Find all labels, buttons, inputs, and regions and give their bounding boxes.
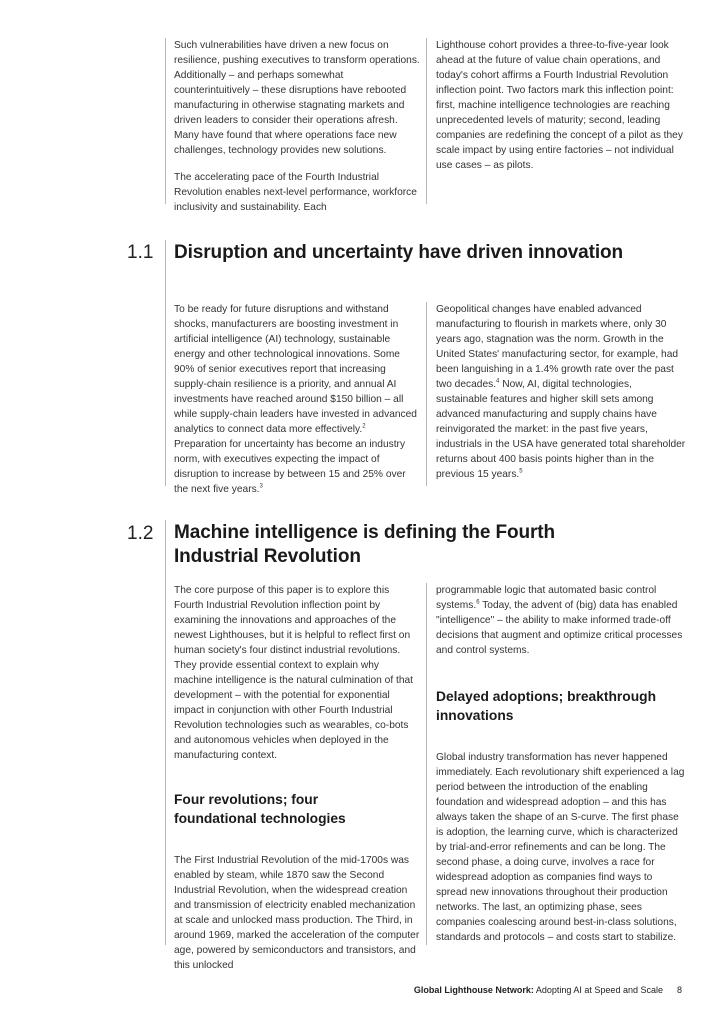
page-footer xyxy=(414,985,682,995)
column-rule xyxy=(165,38,166,204)
paragraph: The First Industrial Revolution of the mid-1700s was enabled by steam, while 1870 saw the Second Industrial Revolution, when the widespread creation and transmission of electricity enabled mechanization at scale and unlocked mass production. The Third, in around 1969, marked the acceleration of the computer age, powered by semiconductors and transistors, and this unlocked xyxy=(174,855,420,971)
subheading-line: Four revolutions; four xyxy=(174,792,319,807)
paragraph xyxy=(174,302,420,497)
section-rule xyxy=(165,520,166,945)
section-title xyxy=(174,521,674,569)
subheading-line: Delayed adoptions; breakthrough xyxy=(436,689,657,704)
column-rule xyxy=(426,583,427,945)
section-1-1-column-left xyxy=(174,302,420,497)
subheading xyxy=(436,687,686,725)
section-1-2-column-left xyxy=(174,583,420,973)
page-number: 8 xyxy=(676,985,682,995)
intro-column-left xyxy=(174,38,420,215)
section-1-2-column-right xyxy=(436,583,686,945)
subheading xyxy=(174,790,420,828)
text-run: Now, AI, digital technologies, sustainable features and higher skill sets among advanced manufacturing and supply chains have reinvigorated the market: in the past five years, industrials in the USA have generated total shareholder returns about 400 basis points higher than in the previous 15 years. xyxy=(436,379,686,480)
footnote-ref: 3 xyxy=(259,483,263,490)
paragraph xyxy=(436,583,686,658)
footer-report-name: Global Lighthouse Network: xyxy=(413,985,534,995)
subheading-line: innovations xyxy=(436,708,514,723)
footnote-ref: 2 xyxy=(362,423,366,430)
footnote-ref: 6 xyxy=(476,599,480,606)
text-run: Today, the advent of (big) data has enabled "intelligence" – the ability to make informed trade-off decisions that augment and optimize critical processes and control systems. xyxy=(436,600,683,656)
paragraph: Such vulnerabilities have driven a new focus on resilience, pushing executives to transform operations. Additionally – and perhaps somewhat counterintuitively – these disruptions have rebooted manufacturing in otherwise stagnating markets and driven leaders to consider their operations afresh. Many have found that where operations face new challenges, technology provides new solutions. xyxy=(174,40,420,156)
section-1-1-column-right xyxy=(436,302,686,482)
section-number: 1.2 xyxy=(127,523,154,544)
text-run: Preparation for uncertainty has become an industry norm, with executives expecting the impact of disruption to increase by between 15 and 25% over the next five years. xyxy=(174,439,406,495)
footnote-ref: 4 xyxy=(496,378,500,385)
section-title-line: Industrial Revolution xyxy=(174,546,361,567)
text-run: Geopolitical changes have enabled advanced manufacturing to flourish in markets where, only 30 years ago, stagnation was the norm. Growth in the United States' manufacturing sector, for example, had been languishing in a 1.4% growth rate over the past two decades. xyxy=(436,304,679,390)
paragraph: The core purpose of this paper is to explore this Fourth Industrial Revolution inflection point by examining the innovations and approaches of the newest Lighthouses, but it is helpful to reflect first on human society's four distinct industrial revolutions. They provide essential context to explain why machine intelligence is the natural culmination of that development – with the potential for exponential impact in conjunction with other Fourth Industrial Revolution technologies such as wearables, co-bots and autonomous vehicles when deployed in the manufacturing context. xyxy=(174,585,413,761)
column-rule xyxy=(426,38,427,204)
column-rule xyxy=(426,302,427,486)
section-title-line: Machine intelligence is defining the Fourth xyxy=(174,522,556,543)
text-run: To be ready for future disruptions and withstand shocks, manufacturers are boosting investment in artificial intelligence (AI) technology, sustainable energy and other technological innovations. Some 90% of senior executives report that increasing supply-chain resilience is a priority, and annual AI investments have reached around $150 billion – all while supply-chain leaders have invested in advanced analytics to connect data more effectively. xyxy=(174,304,417,435)
text-run: programmable logic that automated basic control systems. xyxy=(436,585,657,611)
footer-report-title: Adopting AI at Speed and Scale xyxy=(533,985,663,995)
subheading-line: foundational technologies xyxy=(174,811,346,826)
section-number: 1.1 xyxy=(127,242,154,263)
footnote-ref: 5 xyxy=(519,468,523,475)
paragraph xyxy=(436,302,686,482)
paragraph: Lighthouse cohort provides a three-to-five-year look ahead at the future of value chain operations, and today's cohort affirms a Fourth Industrial Revolution inflection point. Two factors mark this inflection point: first, machine intelligence technologies are reaching unprecedented levels of maturity; second, leading companies are redefining the concept of a pilot as they scale impact by using entire factories – not individual use cases – as pilots. xyxy=(436,40,683,171)
section-title: Disruption and uncertainty have driven innovation xyxy=(174,242,624,263)
section-rule xyxy=(165,240,166,486)
paragraph: Global industry transformation has never happened immediately. Each revolutionary shift experienced a lag period between the introduction of the enabling foundation and widespread adoption – and this has always taken the shape of an S-curve. The first phase is adoption, the learning curve, which is characterized by trial-and-error refinements and can be long. The second phase, a doing curve, involves a race for widespread adoption as companies find ways to spread new innovations throughout their production networks. The last, an optimizing phase, sees companies coalescing around best-in-class solutions, standards and protocols – and costs start to stabilize. xyxy=(436,752,685,943)
paragraph: The accelerating pace of the Fourth Industrial Revolution enables next-level performance, workforce inclusivity and sustainability. Each xyxy=(174,172,417,213)
intro-column-right xyxy=(436,38,686,173)
